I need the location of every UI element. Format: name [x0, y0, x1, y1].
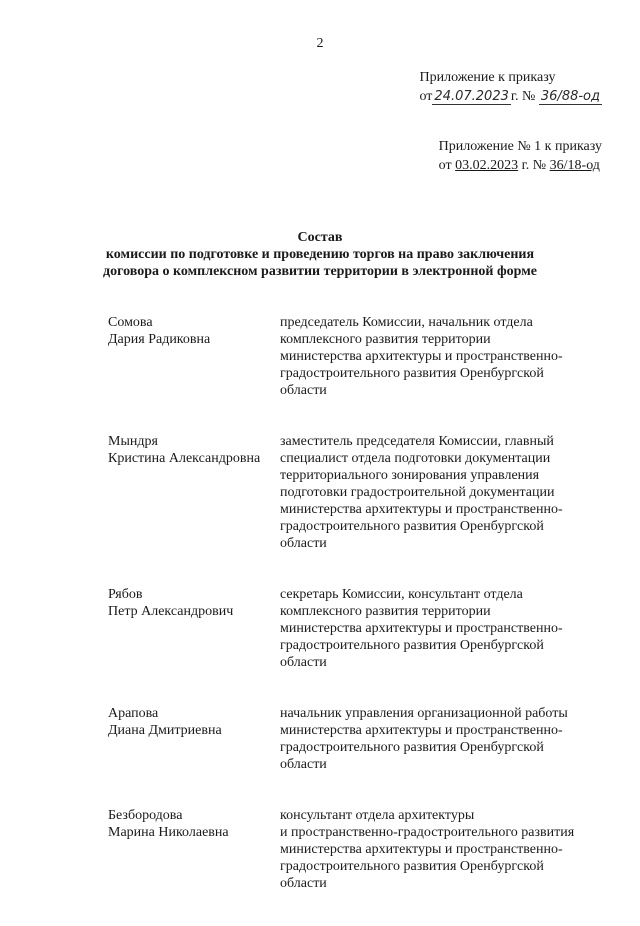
appendix-original-line2: [439, 156, 602, 175]
member-role-line: области: [280, 536, 327, 551]
member-role-line: градостроительного развития Оренбургской: [280, 519, 544, 534]
member-role-line: градостроительного развития Оренбургской: [280, 366, 544, 381]
member-role: [280, 586, 600, 671]
member-role-line: министерства архитектуры и пространственно-: [280, 349, 563, 364]
member-role-line: области: [280, 876, 327, 891]
appendix-current-date: 24.07.2023: [434, 89, 509, 104]
member-given-name: Диана Дмитриевна: [108, 723, 222, 738]
member-role-line: области: [280, 383, 327, 398]
member-role: [280, 807, 600, 892]
member-role-line: председатель Комиссии, начальник отдела: [280, 315, 533, 330]
appendix-original: [439, 137, 602, 175]
member-role-line: области: [280, 655, 327, 670]
member-given-name: Марина Николаевна: [108, 825, 229, 840]
member-role: [280, 705, 600, 773]
title-line-2: комиссии по подготовке и проведению торгов на право заключения: [105, 247, 535, 262]
member-given-name: Дария Радиковна: [108, 332, 211, 347]
member-role-line: секретарь Комиссии, консультант отдела: [280, 587, 523, 602]
document-title: [0, 229, 640, 280]
title-line-3: договора о комплексном развитии территории в электронной форме: [103, 264, 537, 279]
commission-member-list: [108, 314, 600, 926]
member-role-line: комплексного развития территории: [280, 332, 491, 347]
appendix-original-number: 36/18-од: [549, 158, 600, 173]
member-role-line: комплексного развития территории: [280, 604, 491, 619]
member-role-line: министерства архитектуры и пространственно-: [280, 621, 563, 636]
member-row: [108, 807, 600, 892]
member-row: [108, 433, 600, 552]
member-surname: Мындря: [108, 434, 158, 449]
member-role-line: градостроительного развития Оренбургской: [280, 638, 544, 653]
member-surname: Рябов: [108, 587, 143, 602]
member-role: [280, 314, 600, 399]
member-role-line: начальник управления организационной работы: [280, 706, 568, 721]
member-name: [108, 807, 280, 892]
member-row: [108, 586, 600, 671]
member-row: [108, 314, 600, 399]
member-role-line: градостроительного развития Оренбургской: [280, 859, 544, 874]
appendix-current-line1: Приложение к приказу: [419, 70, 556, 85]
member-role-line: министерства архитектуры и пространственно-: [280, 842, 563, 857]
appendix-original-prefix: от: [438, 158, 452, 173]
member-role: [280, 433, 600, 552]
page-number: 2: [316, 36, 324, 51]
member-role-line: градостроительного развития Оренбургской: [280, 740, 544, 755]
member-surname: Сомова: [108, 315, 153, 330]
member-role-line: подготовки градостроительной документации: [280, 485, 555, 500]
member-role-line: территориального зонирования управления: [280, 468, 540, 483]
appendix-current-prefix: от: [419, 89, 433, 104]
member-name: [108, 314, 280, 399]
title-line-1: Состав: [297, 230, 343, 245]
member-surname: Безбородова: [108, 808, 183, 823]
member-name: [108, 433, 280, 552]
member-role-line: министерства архитектуры и пространственно-: [280, 723, 563, 738]
member-role-line: консультант отдела архитектуры: [280, 808, 475, 823]
member-role-line: области: [280, 757, 327, 772]
member-given-name: Петр Александрович: [108, 604, 234, 619]
member-name: [108, 586, 280, 671]
appendix-original-line1: Приложение № 1 к приказу: [438, 139, 602, 154]
member-row: [108, 705, 600, 773]
appendix-current: [419, 68, 602, 106]
appendix-original-date: 03.02.2023: [455, 158, 519, 173]
appendix-current-mid: г. №: [510, 89, 536, 104]
member-role-line: заместитель председателя Комиссии, главный: [280, 434, 554, 449]
appendix-original-mid: г. №: [521, 158, 547, 173]
member-surname: Арапова: [108, 706, 159, 721]
member-role-line: специалист отдела подготовки документации: [280, 451, 551, 466]
member-given-name: Кристина Александровна: [108, 451, 261, 466]
appendix-current-line2: [419, 87, 602, 106]
member-name: [108, 705, 280, 773]
appendix-current-number: 36/88-од: [540, 89, 600, 104]
member-role-line: министерства архитектуры и пространственно-: [280, 502, 563, 517]
member-role-line: и пространственно-градостроительного развития: [280, 825, 575, 840]
